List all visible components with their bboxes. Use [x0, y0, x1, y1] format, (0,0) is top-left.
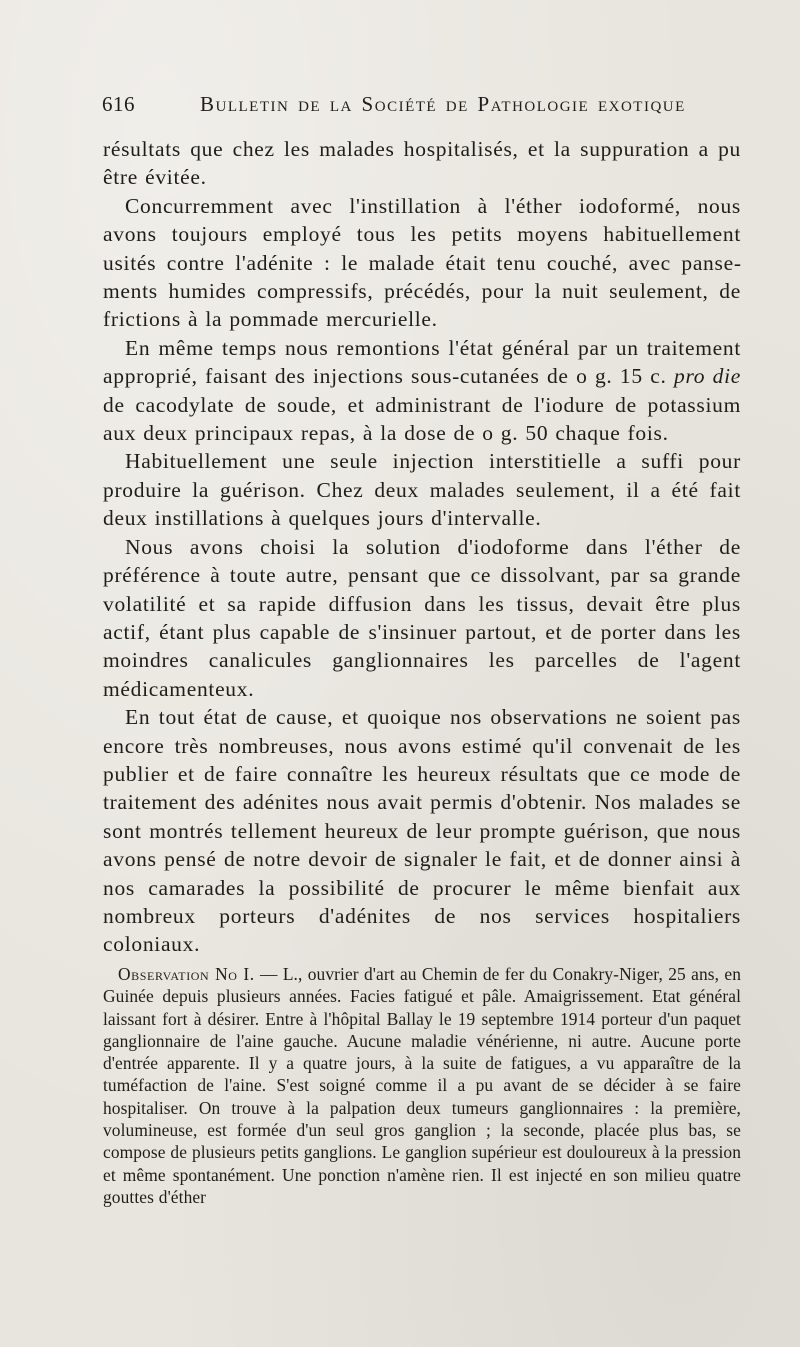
paragraph: Nous avons choisi la solution d'iodoforme dans l'éther de préférence à toute autre, pensant que ce dissolvant, par sa grande volatilité et sa rapide diffusion dans les tissus, devait être plus actif, étant plus capable de s'insinuer partout, et de porter dans les moindres canalicules ganglionnaires les parcelles de l'agent médicamenteux.	[103, 534, 741, 701]
paragraph: Habituellement une seule injection interstitielle a suffi pour produire la guérison. Chez deux malades seulement, il a été fait deux instillations à quelques jours d'intervalle.	[103, 449, 741, 531]
journal-title: Bulletin de la Société de Pathologie exotique	[200, 92, 686, 116]
paragraph: Concurremment avec l'instillation à l'éther iodoformé, nous avons toujours employé tous les petits moyens habituellement usités contre l'adénite : le malade était tenu couché, avec pansements humides compressifs, précédés, pour la nuit seulement, de frictions à la pommade mercurielle.	[103, 193, 741, 332]
observation-label: Observation No I.	[118, 964, 255, 984]
running-head	[102, 92, 742, 120]
body-text	[103, 135, 741, 959]
paragraph-text: de cacodylate de soude, et administrant de l'iodure de potassium aux deux principaux repas, à la dose de o g. 50 chaque fois.	[103, 392, 741, 446]
paragraph: résultats que chez les malades hospitalisés, et la suppuration a pu être évitée.	[103, 137, 741, 190]
paragraph	[103, 334, 741, 448]
observation-paragraph	[103, 963, 741, 1208]
observation-text: — L., ouvrier d'art au Chemin de fer du Conakry-Niger, 25 ans, en Guinée depuis plusieurs années. Facies fatigué et pâle. Amaigrissement. Etat général laissant fort à désirer. Entre à l'hôpital Ballay le 19 septembre 1914 porteur d'un paquet ganglionnaire de l'aine gauche. Aucune maladie vénérienne, ni autre. Aucune porte d'entrée apparente. Il y a quatre jours, à la suite de fatigues, a vu apparaître de la tuméfaction de l'aine. S'est soigné comme il a pu avant de se décider à se faire hospitaliser. On trouve à la palpation deux tumeurs ganglionnaires : la première, volumineuse, est formée d'un seul gros ganglion ; la seconde, placée plus bas, se compose de plusieurs petits ganglions. Le ganglion supérieur est douloureux à la pression et même spontanément. Une ponction n'amène rien. Il est injecté en son milieu quatre gouttes d'éther	[103, 964, 741, 1207]
observation-note	[103, 963, 741, 1208]
paragraph-text: En même temps nous remontions l'état général par un traitement approprié, faisant des injections sous-cutanées de o g. 15 c.	[103, 335, 741, 389]
page-number: 616	[102, 92, 135, 116]
italic-latin-term: pro die	[674, 364, 741, 389]
paragraph: En tout état de cause, et quoique nos observations ne soient pas encore très nombreuses, nous avons estimé qu'il convenait de les publier et de faire connaître les heureux résultats que ce mode de traitement des adénites nous avait permis d'obtenir. Nos malades se sont montrés tellement heureux de leur prompte guérison, que nous avons pensé de notre devoir de signaler le fait, et de donner ainsi à nos camarades la possibilité de procurer le même bienfait aux nombreux porteurs d'adénites de nos services hospitaliers coloniaux.	[103, 705, 741, 957]
